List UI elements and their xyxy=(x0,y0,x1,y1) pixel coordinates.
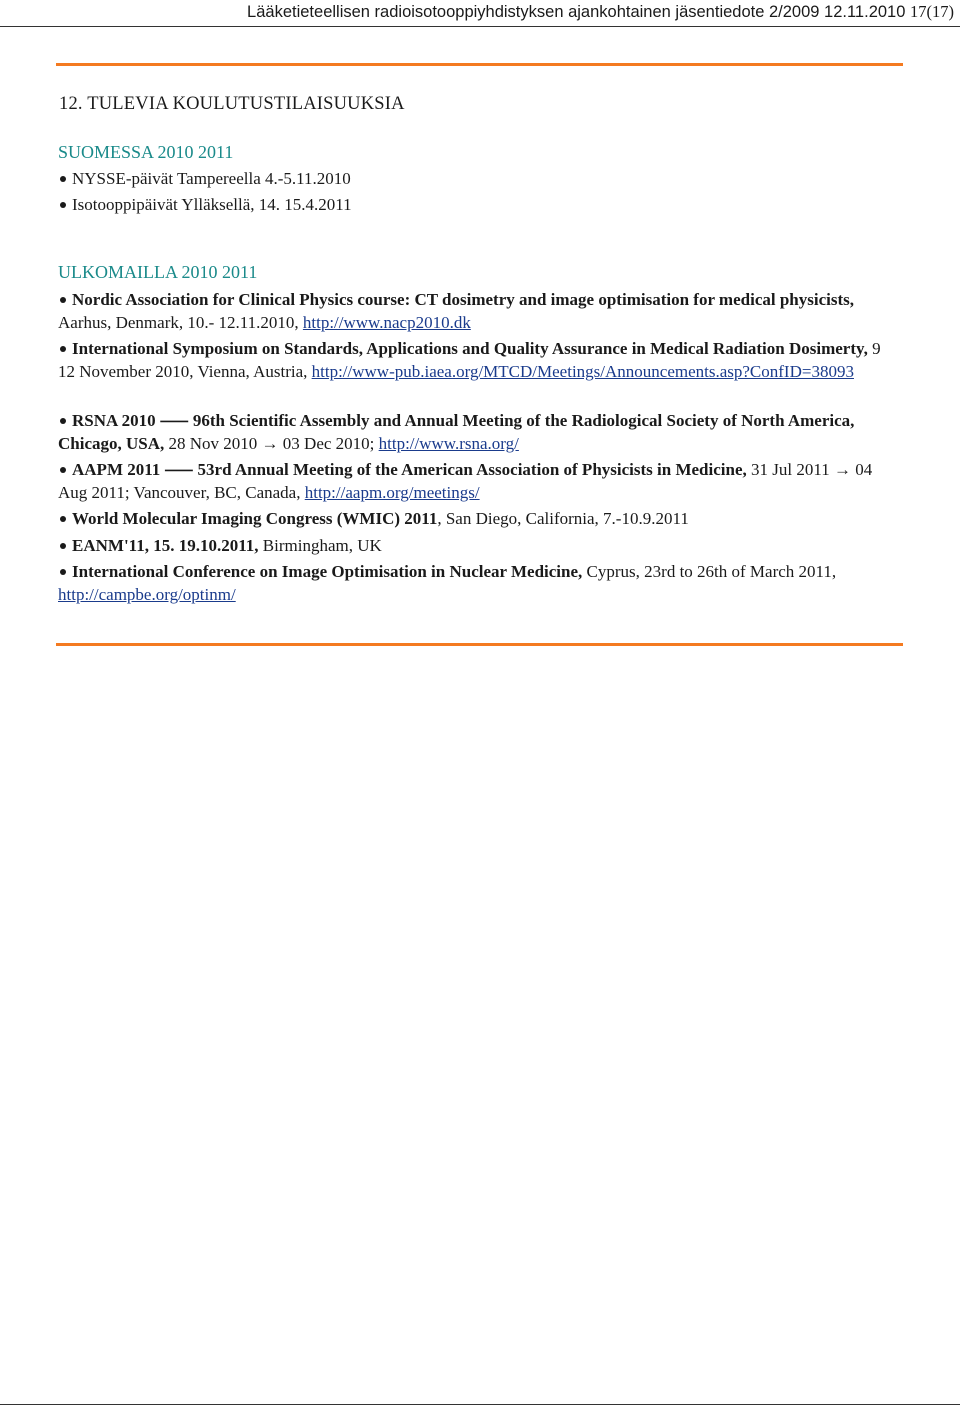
bullet-icon xyxy=(60,202,66,208)
item-title: Nordic Association for Clinical Physics course: CT dosimetry and image optimisation for medical physicists, xyxy=(72,290,854,309)
item-details: , San Diego, California, 7.-10.9.2011 xyxy=(437,509,689,528)
item-title: International Conference on Image Optimisation in Nuclear Medicine, xyxy=(72,562,583,581)
item-title: International Symposium on Standards, Applications and Quality Assurance in Medical Radiation Dosimerty, xyxy=(72,339,868,358)
item-link[interactable]: http://www-pub.iaea.org/MTCD/Meetings/Announcements.asp?ConfID=38093 xyxy=(311,362,854,381)
item-details: Cyprus, 23rd to 26th of March 2011, xyxy=(582,562,837,581)
bullet-icon xyxy=(60,467,66,473)
header-text xyxy=(247,2,954,22)
page-number: 17(17) xyxy=(910,2,954,21)
item-title: RSNA 2010 ⸺ 96th Scientific Assembly and Annual Meeting of the Radiological Society of North America, Chicago, USA, xyxy=(58,411,855,453)
bullet-icon xyxy=(60,569,66,575)
list-item xyxy=(58,534,898,557)
bullet-icon xyxy=(60,176,66,182)
item-title: World Molecular Imaging Congress (WMIC) 2011 xyxy=(72,509,438,528)
list-item xyxy=(58,337,898,383)
orange-divider-top xyxy=(56,63,903,66)
list-item xyxy=(58,458,898,504)
list-item xyxy=(58,288,898,334)
item-text: NYSSE-päivät Tampereella 4.-5.11.2010 xyxy=(72,169,351,188)
item-text: Isotooppipäivät Ylläksellä, 14. 15.4.2011 xyxy=(72,195,352,214)
list-item xyxy=(58,167,898,190)
item-link[interactable]: http://campbe.org/optinm/ xyxy=(58,585,236,604)
item-details: Aarhus, Denmark, 10.- 12.11.2010, xyxy=(58,313,303,332)
item-details: 9 12 November 2010, Vienna, Austria, xyxy=(58,339,881,381)
item-title: AAPM 2011 ⸺ 53rd Annual Meeting of the American Association of Physicists in Medicine, xyxy=(72,460,747,479)
bullet-icon xyxy=(60,297,66,303)
header-title: Lääketieteellisen radioisotooppiyhdistyksen ajankohtainen jäsentiedote 2/2009 12.11.2010 xyxy=(247,3,906,21)
bullet-icon xyxy=(60,418,66,424)
list-item xyxy=(58,193,898,216)
abroad-heading: ULKOMAILLA 2010 2011 xyxy=(58,262,258,282)
item-link[interactable]: http://aapm.org/meetings/ xyxy=(304,483,480,502)
list-item xyxy=(58,409,898,455)
item-details: 31 Jul 2011 → 04 Aug 2011; Vancouver, BC, Canada, xyxy=(58,460,873,502)
item-link[interactable]: http://www.rsna.org/ xyxy=(378,434,519,453)
page-header xyxy=(0,0,960,27)
item-link[interactable]: http://www.nacp2010.dk xyxy=(302,313,471,332)
item-details: 28 Nov 2010 → 03 Dec 2010; xyxy=(164,434,379,453)
bullet-icon xyxy=(60,346,66,352)
list-item xyxy=(58,507,898,530)
orange-divider-bottom xyxy=(56,643,903,646)
item-title: EANM'11, 15. 19.10.2011, xyxy=(72,536,259,555)
section-title: 12. TULEVIA KOULUTUSTILAISUUKSIA xyxy=(59,94,405,114)
list-item xyxy=(58,560,898,606)
item-details: Birmingham, UK xyxy=(258,536,382,555)
bullet-icon xyxy=(60,516,66,522)
footer-divider xyxy=(0,1404,960,1405)
finland-heading: SUOMESSA 2010 2011 xyxy=(58,142,234,162)
bullet-icon xyxy=(60,543,66,549)
